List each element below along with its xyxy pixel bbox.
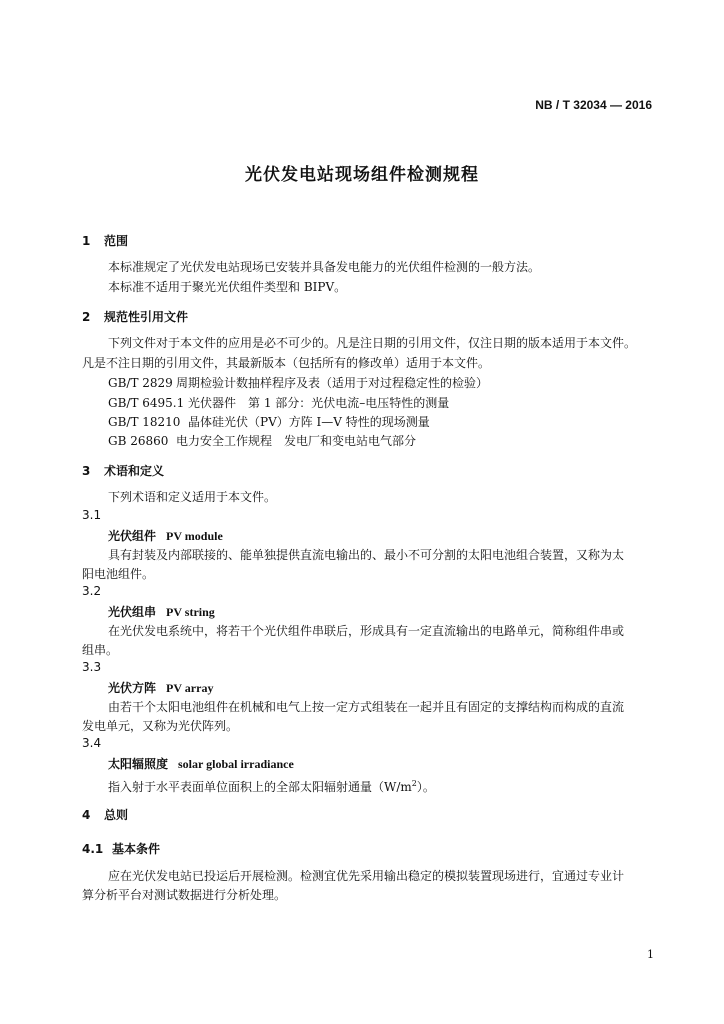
reference-title: 光伏器件 第 1 部分：光伏电流–电压特性的测量: [188, 396, 450, 410]
section-number: 2: [82, 310, 91, 324]
definition-text: 指入射于水平表面单位面积上的全部太阳辐射通量（W/m: [108, 780, 412, 794]
term-en: PV string: [166, 605, 215, 619]
term-number: 3.1: [82, 508, 102, 522]
term-number: 3.4: [82, 736, 102, 750]
reference-code: GB/T 18210: [108, 415, 181, 429]
subsection-number: 4.1: [82, 842, 104, 856]
paragraph: 本标准不适用于聚光光伏组件类型和 BIPV。: [108, 280, 347, 294]
section-4-heading: [82, 806, 128, 823]
standard-number: NB / T 32034 — 2016: [535, 98, 652, 112]
term-zh: 光伏方阵: [108, 681, 157, 695]
subsection-4-1-heading: [82, 840, 160, 857]
paragraph: 下列术语和定义适用于本文件。: [108, 490, 277, 504]
paragraph: 算分析平台对测试数据进行分析处理。: [82, 888, 287, 902]
paragraph: 下列文件对于本文件的应用是必不可少的。凡是注日期的引用文件，仅注日期的版本适用于本文件。: [108, 336, 637, 350]
page-title: 光伏发电站现场组件检测规程: [245, 165, 479, 185]
term-definition: 在光伏发电系统中，将若干个光伏组件串联后，形成具有一定直流输出的电路单元，简称组件串或: [108, 624, 625, 638]
section-3-heading: [82, 462, 164, 479]
term-zh: 光伏组串: [108, 605, 157, 619]
term-en: solar global irradiance: [178, 757, 294, 771]
section-title: 总则: [104, 808, 129, 822]
reference-code: GB/T 2829: [108, 376, 173, 390]
section-title: 范围: [104, 234, 129, 248]
paragraph: 凡是不注日期的引用文件，其最新版本（包括所有的修改单）适用于本文件。: [82, 356, 491, 370]
section-1-heading: [82, 232, 128, 249]
term-definition: 组串。: [82, 643, 119, 657]
term-en: PV array: [166, 681, 214, 695]
reference-item: [108, 432, 416, 451]
term-definition: 由若干个太阳电池组件在机械和电气上按一定方式组装在一起并且有固定的支撑结构而构成的直流: [108, 700, 625, 714]
term-number: 3.3: [82, 660, 102, 674]
term-zh: 太阳辐照度: [108, 757, 169, 771]
paragraph: 应在光伏发电站已投运后开展检测。检测宜优先采用输出稳定的模拟装置现场进行，宜通过专业计: [108, 869, 625, 883]
term-definition: 阳电池组件。: [82, 567, 155, 581]
term-zh: 光伏组件: [108, 529, 157, 543]
section-title: 术语和定义: [104, 464, 165, 478]
section-number: 4: [82, 808, 91, 822]
definition-text-end: ）。: [416, 780, 435, 794]
section-number: 3: [82, 464, 91, 478]
subsection-title: 基本条件: [112, 842, 161, 856]
term-definition: 具有封装及内部联接的、能单独提供直流电输出的、最小不可分割的太阳电池组合装置，又称为太: [108, 548, 625, 562]
section-title: 规范性引用文件: [104, 310, 189, 324]
reference-title: 周期检验计数抽样程序及表（适用于对过程稳定性的检验）: [176, 376, 489, 390]
reference-item: [108, 394, 449, 413]
term-number: 3.2: [82, 584, 102, 598]
term-heading: [108, 603, 215, 620]
reference-title: 晶体硅光伏（PV）方阵 I—V 特性的现场测量: [188, 415, 430, 429]
section-number: 1: [82, 234, 91, 248]
term-heading: [108, 679, 213, 696]
reference-code: GB 26860: [108, 434, 169, 448]
term-en: PV module: [166, 529, 223, 543]
paragraph: 本标准规定了光伏发电站现场已安装并具备发电能力的光伏组件检测的一般方法。: [108, 260, 541, 274]
page-number: 1: [647, 948, 654, 961]
reference-item: [108, 413, 430, 432]
reference-item: [108, 374, 488, 393]
term-definition: [108, 774, 435, 797]
section-2-heading: [82, 308, 188, 325]
term-heading: [108, 755, 294, 772]
superscript: 2: [411, 779, 417, 788]
term-definition: 发电单元，又称为光伏阵列。: [82, 719, 239, 733]
reference-title: 电力安全工作规程 发电厂和变电站电气部分: [176, 434, 417, 448]
term-heading: [108, 527, 223, 544]
reference-code: GB/T 6495.1: [108, 396, 185, 410]
